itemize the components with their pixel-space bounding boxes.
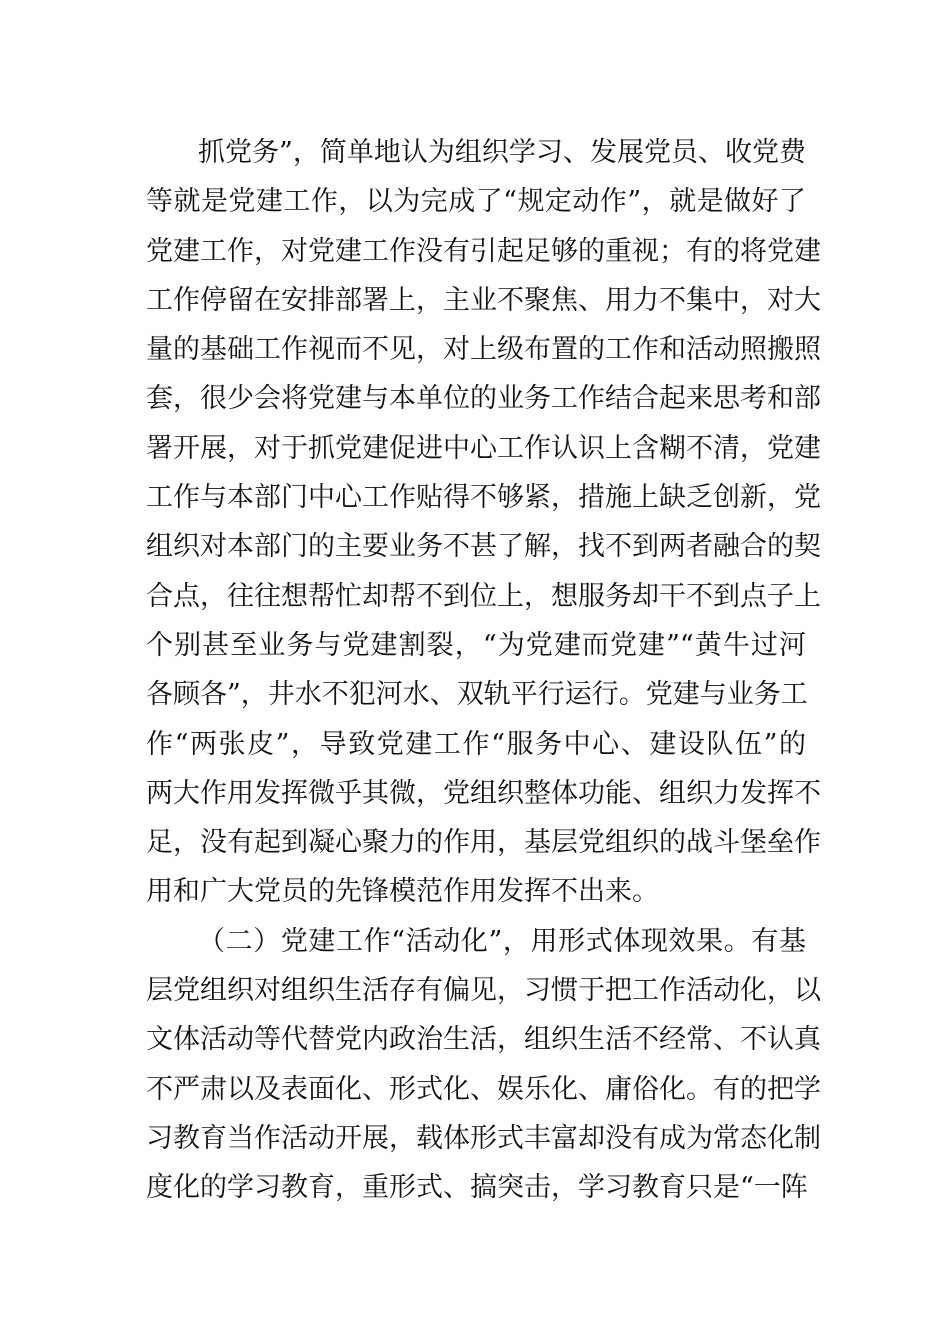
text-line: 等就是党建工作，以为完成了“规定动作”，就是做好了: [146, 186, 806, 218]
body-text: [146, 128, 821, 1213]
text-line: 署开展，对于抓党建促进中心工作认识上含糊不清，党建: [146, 432, 821, 464]
text-line: 工作与本部门中心工作贴得不够紧，措施上缺乏创新，党: [146, 482, 821, 514]
text-line: 个别甚至业务与党建割裂，“为党建而党建”“黄牛过河: [146, 629, 806, 661]
text-line: 习教育当作活动开展，载体形式丰富却没有成为常态化制: [146, 1122, 821, 1154]
text-line: 足，没有起到凝心聚力的作用，基层党组织的战斗堡垒作: [146, 827, 821, 859]
text-line: 两大作用发挥微乎其微，党组织整体功能、组织力发挥不: [146, 777, 821, 809]
text-line: 套，很少会将党建与本单位的业务工作结合起来思考和部: [146, 383, 821, 415]
text-line: 工作停留在安排部署上，主业不聚焦、用力不集中，对大: [146, 284, 821, 316]
text-line: 不严肃以及表面化、形式化、娱乐化、庸俗化。有的把学: [146, 1073, 821, 1105]
text-line: 各顾各”，井水不犯河水、双轨平行运行。党建与业务工: [146, 679, 808, 711]
text-line: 作“两张皮”，导致党建工作“服务中心、建设队伍”的: [146, 728, 806, 760]
text-line: 文体活动等代替党内政治生活，组织生活不经常、不认真: [146, 1024, 821, 1056]
text-line: 层党组织对组织生活存有偏见，习惯于把工作活动化，以: [146, 975, 821, 1007]
paragraph-end-line: 用和广大党员的先锋模范作用发挥不出来。: [146, 876, 659, 908]
text-line: 党建工作，对党建工作没有引起足够的重视；有的将党建: [146, 235, 821, 267]
section-heading-line: （二）党建工作“活动化”，用形式体现效果。有基: [198, 925, 806, 957]
text-line: 组织对本部门的主要业务不甚了解，找不到两者融合的契: [146, 531, 821, 563]
text-line: 抓党务”，简单地认为组织学习、发展党员、收党费: [198, 137, 806, 168]
text-line: 合点，往往想帮忙却帮不到位上，想服务却干不到点子上: [146, 580, 821, 612]
text-line: 度化的学习教育，重形式、搞突击，学习教育只是“一阵: [146, 1172, 808, 1204]
text-line: 量的基础工作视而不见，对上级布置的工作和活动照搬照: [146, 334, 821, 366]
